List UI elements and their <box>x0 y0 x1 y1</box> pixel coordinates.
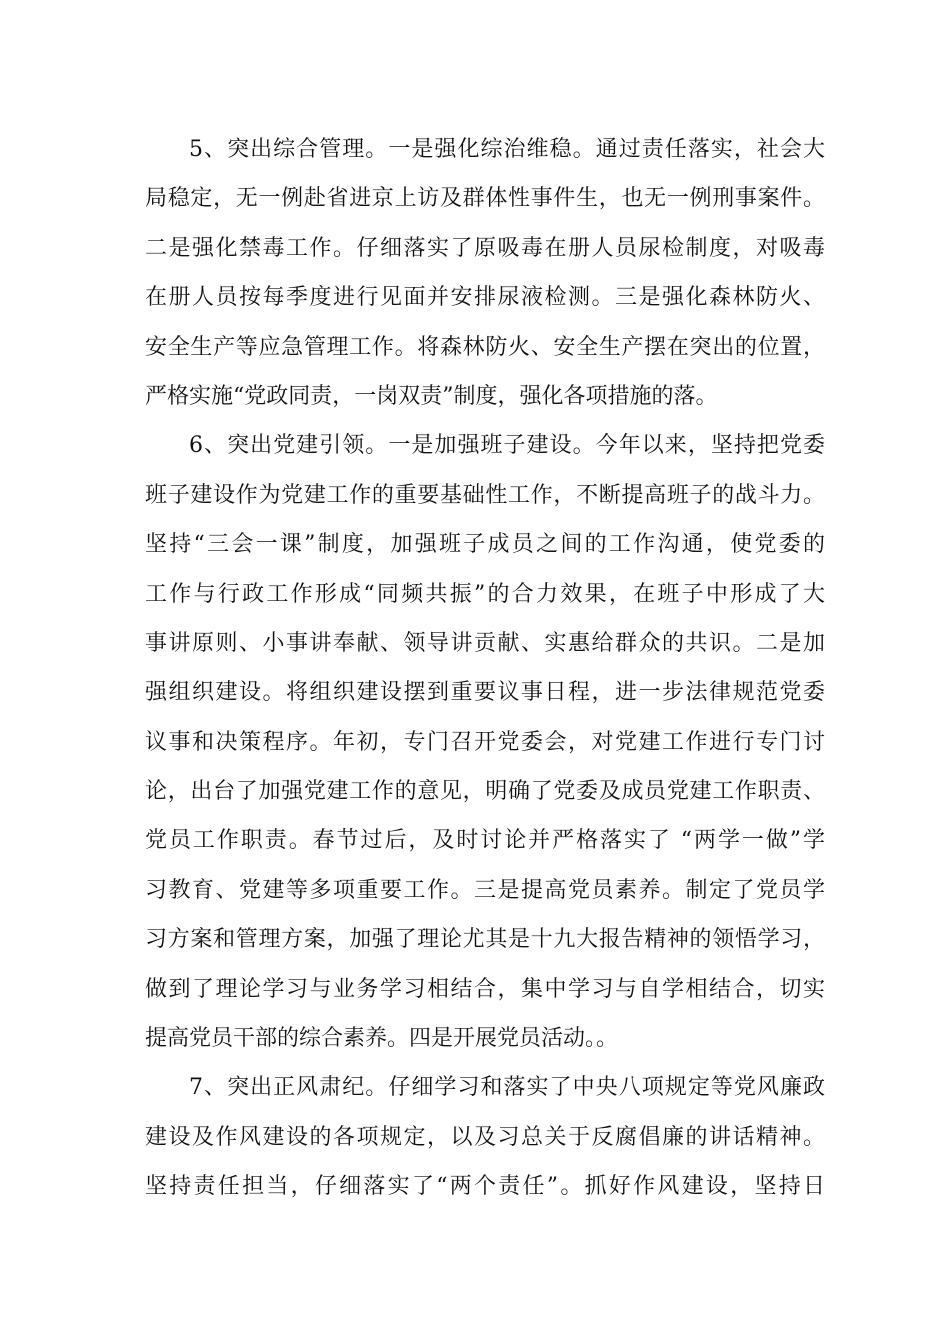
text-line: 提高党员干部的综合素养。四是开展党员活动。。 <box>145 1026 619 1052</box>
text-line: 局稳定，无一例赴省进京上访及群体性事件生，也无一例刑事案件。 <box>145 186 825 212</box>
text-line: 做到了理论学习与业务学习相结合，集中学习与自学相结合，切实 <box>145 976 825 1002</box>
text-line: 建设及作风建设的各项规定，以及习总关于反腐倡廉的讲话精神。 <box>145 1124 825 1150</box>
text-line: 强组织建设。将组织建设摆到重要议事日程，进一步法律规范党委 <box>145 680 825 706</box>
text-line: 议事和决策程序。年初，专门召开党委会，对党建工作进行专门讨 <box>145 729 825 755</box>
text-line: 坚持“三会一课”制度，加强班子成员之间的工作沟通，使党委的 <box>145 532 825 558</box>
text-line: 工作与行政工作形成“同频共振”的合力效果，在班子中形成了大 <box>145 581 825 607</box>
paragraph-5 <box>145 125 825 421</box>
text-line: 习教育、党建等多项重要工作。三是提高党员素养。制定了党员学 <box>145 877 825 903</box>
text-line: 坚持责任担当，仔细落实了“两个责任”。抓好作风建设，坚持日 <box>145 1174 825 1200</box>
text-line: 二是强化禁毒工作。仔细落实了原吸毒在册人员尿检制度，对吸毒 <box>145 235 825 261</box>
paragraph-6 <box>145 421 825 1063</box>
text-line: 事讲原则、小事讲奉献、领导讲贡献、实惠给群众的共识。二是加 <box>145 630 825 656</box>
text-line: 安全生产等应急管理工作。将森林防火、安全生产摆在突出的位置， <box>145 334 825 360</box>
text-line: 论，出台了加强党建工作的意见，明确了党委及成员党建工作职责、 <box>145 779 825 805</box>
text-line: 在册人员按每季度进行见面并安排尿液检测。三是强化森林防火、 <box>145 285 825 311</box>
paragraph-7 <box>145 1063 825 1211</box>
text-line: 5、突出综合管理。一是强化综治维稳。通过责任落实，社会大 <box>189 137 825 162</box>
document-page <box>145 125 825 1212</box>
text-line: 习方案和管理方案，加强了理论尤其是十九大报告精神的领悟学习， <box>145 927 825 953</box>
text-line: 7、突出正风肃纪。仔细学习和落实了中央八项规定等党风廉政 <box>189 1075 825 1101</box>
text-line: 党员工作职责。春节过后，及时讨论并严格落实了 “两学一做”学 <box>145 828 825 854</box>
text-line: 6、突出党建引领。一是加强班子建设。今年以来，坚持把党委 <box>189 433 825 459</box>
text-line: 班子建设作为党建工作的重要基础性工作，不断提高班子的战斗力。 <box>145 482 825 508</box>
text-line: 严格实施“党政同责，一岗双责”制度，强化各项措施的落。 <box>145 383 718 409</box>
